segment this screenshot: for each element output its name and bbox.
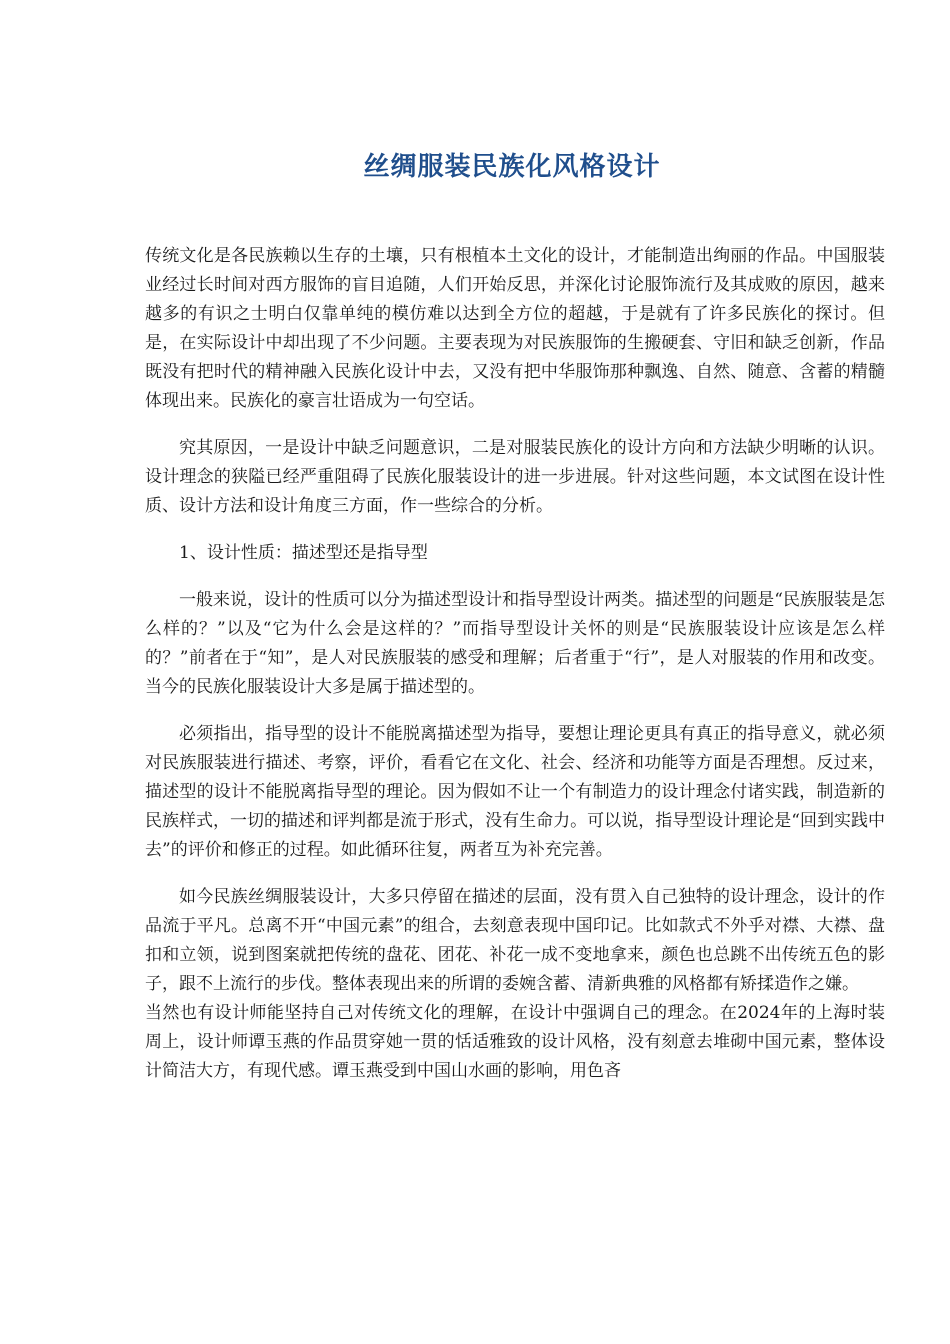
paragraph-2: 究其原因，一是设计中缺乏问题意识，二是对服装民族化的设计方向和方法缺少明晰的认识。设计理念的狭隘已经严重阻碍了民族化服装设计的进一步进展。针对这些问题，本文试图在设计性质、设计方法和设计角度三方面，作一些综合的分析。 xyxy=(145,438,885,516)
document-body xyxy=(145,242,885,1086)
section-heading: 1、设计性质：描述型还是指导型 xyxy=(179,543,428,563)
paragraph-1: 传统文化是各民族赖以生存的土壤，只有根植本土文化的设计，才能制造出绚丽的作品。中国服装业经过长时间对西方服饰的盲目追随，人们开始反思，并深化讨论服饰流行及其成败的原因，越来越多的有识之士明白仅靠单纯的模仿难以达到全方位的超越，于是就有了许多民族化的探讨。但是，在实际设计中却出现了不少问题。主要表现为对民族服饰的生搬硬套、守旧和缺乏创新，作品既没有把时代的精神融入民族化设计中去，又没有把中华服饰那种飘逸、自然、随意、含蓄的精髓体现出来。民族化的豪言壮语成为一句空话。 xyxy=(145,246,885,411)
paragraph-4: 必须指出，指导型的设计不能脱离描述型为指导，要想让理论更具有真正的指导意义，就必须对民族服装进行描述、考察，评价，看看它在文化、社会、经济和功能等方面是否理想。反过来，描述型的设计不能脱离指导型的理论。因为假如不让一个有制造力的设计理念付诸实践，制造新的民族样式，一切的描述和评判都是流于形式，没有生命力。可以说，指导型设计理论是“回到实践中去”的评价和修正的过程。如此循环往复，两者互为补充完善。 xyxy=(145,724,885,860)
paragraph-3: 一般来说，设计的性质可以分为描述型设计和指导型设计两类。描述型的问题是“民族服装是怎么样的？”以及“它为什么会是这样的？”而指导型设计关怀的则是“民族服装设计应该是怎么样的？”前者在于“知”，是人对民族服装的感受和理解；后者重于“行”，是人对服装的作用和改变。当今的民族化服装设计大多是属于描述型的。 xyxy=(145,590,885,697)
paragraph-5: 如今民族丝绸服装设计，大多只停留在描述的层面，没有贯入自己独特的设计理念，设计的作品流于平凡。总离不开“中国元素”的组合，去刻意表现中国印记。比如款式不外乎对襟、大襟、盘扣和立领，说到图案就把传统的盘花、团花、补花一成不变地拿来，颜色也总跳不出传统五色的影子，跟不上流行的步伐。整体表现出来的所谓的委婉含蓄、清新典雅的风格都有矫揉造作之嫌。 xyxy=(145,887,885,994)
document-title: 丝绸服装民族化风格设计 xyxy=(363,152,661,182)
paragraph-6: 当然也有设计师能坚持自己对传统文化的理解，在设计中强调自己的理念。在2024年的上海时装周上，设计师谭玉燕的作品贯穿她一贯的恬适雅致的设计风格，没有刻意去堆砌中国元素，整体设计简洁大方，有现代感。谭玉燕受到中国山水画的影响，用色吝 xyxy=(145,1003,885,1081)
